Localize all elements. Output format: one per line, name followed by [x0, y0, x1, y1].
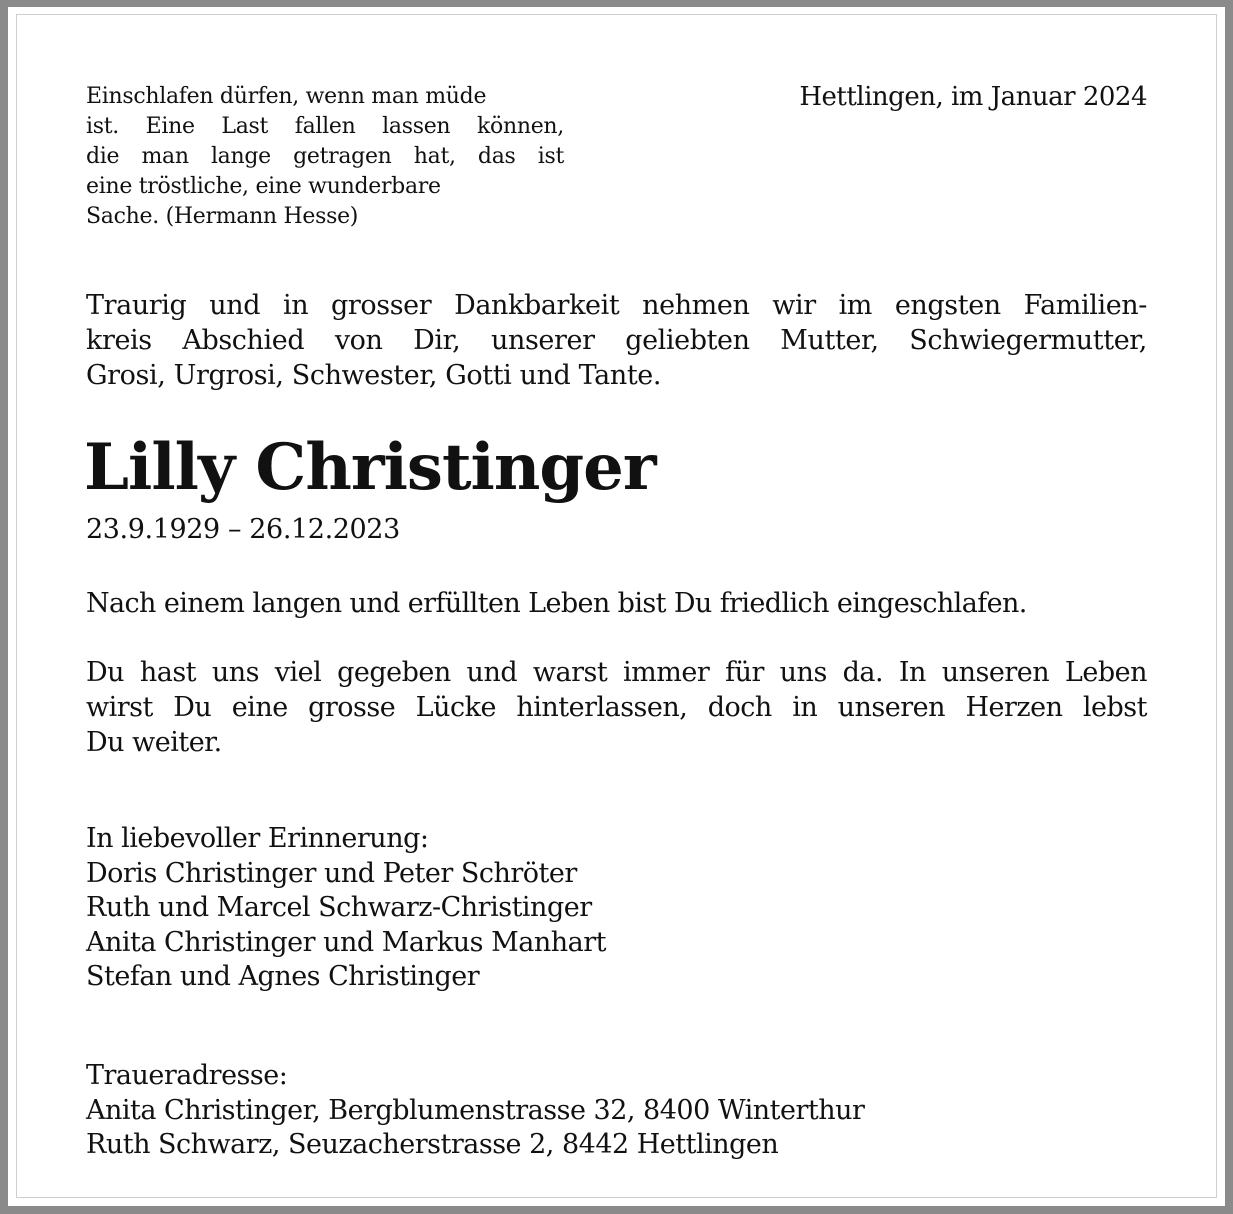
mourning-address-section	[86, 1059, 864, 1163]
quote-line: Einschlafen dürfen, wenn man müde	[86, 84, 487, 109]
address-heading: Traueradresse:	[86, 1060, 288, 1091]
epigraph-quote	[86, 82, 564, 232]
family-section	[86, 822, 606, 995]
place-and-date: Hettlingen, im Januar 2024	[799, 82, 1147, 112]
family-heading: In liebevoller Erinnerung:	[86, 823, 429, 854]
message-paragraph	[86, 655, 1147, 760]
intro-paragraph	[86, 288, 1147, 393]
quote-line: die man lange getragen hat, das ist	[86, 144, 564, 169]
frame-inner-line-right	[1216, 14, 1217, 1198]
family-member: Ruth und Marcel Schwarz-Christinger	[86, 892, 592, 923]
message-line: wirst Du eine grosse Lücke hinterlassen, doch in unseren Herzen lebst	[86, 692, 1147, 723]
intro-line: kreis Abschied von Dir, unserer geliebten Mutter, Schwiegermutter,	[86, 325, 1147, 356]
frame-inner-line-top	[16, 14, 1217, 15]
message-line: Du hast uns viel gegeben und warst immer für uns da. In unseren Leben	[86, 657, 1147, 688]
quote-line: eine tröstliche, eine wunderbare	[86, 174, 441, 199]
frame-inner-line-left	[16, 14, 17, 1198]
frame-inner-line-bottom	[16, 1197, 1217, 1198]
intro-line: Traurig und in grosser Dankbarkeit nehmen wir im engsten Familien-	[86, 290, 1147, 321]
address-line: Anita Christinger, Bergblumenstrasse 32, 8400 Winterthur	[86, 1094, 865, 1126]
deceased-name: Lilly Christinger	[84, 430, 656, 505]
message-sentence: Nach einem langen und erfüllten Leben bist Du friedlich eingeschlafen.	[86, 588, 1027, 619]
quote-line: ist. Eine Last fallen lassen können,	[86, 114, 564, 139]
life-dates: 23.9.1929 – 26.12.2023	[86, 514, 400, 545]
quote-line: Sache. (Hermann Hesse)	[86, 204, 359, 229]
intro-line: Grosi, Urgrosi, Schwester, Gotti und Tante.	[86, 360, 662, 391]
family-member: Doris Christinger und Peter Schröter	[86, 857, 577, 889]
family-member: Stefan und Agnes Christinger	[86, 961, 480, 992]
address-line: Ruth Schwarz, Seuzacherstrasse 2, 8442 Hettlingen	[86, 1129, 779, 1160]
family-member: Anita Christinger und Markus Manhart	[86, 926, 606, 958]
message-line: Du weiter.	[86, 727, 222, 758]
